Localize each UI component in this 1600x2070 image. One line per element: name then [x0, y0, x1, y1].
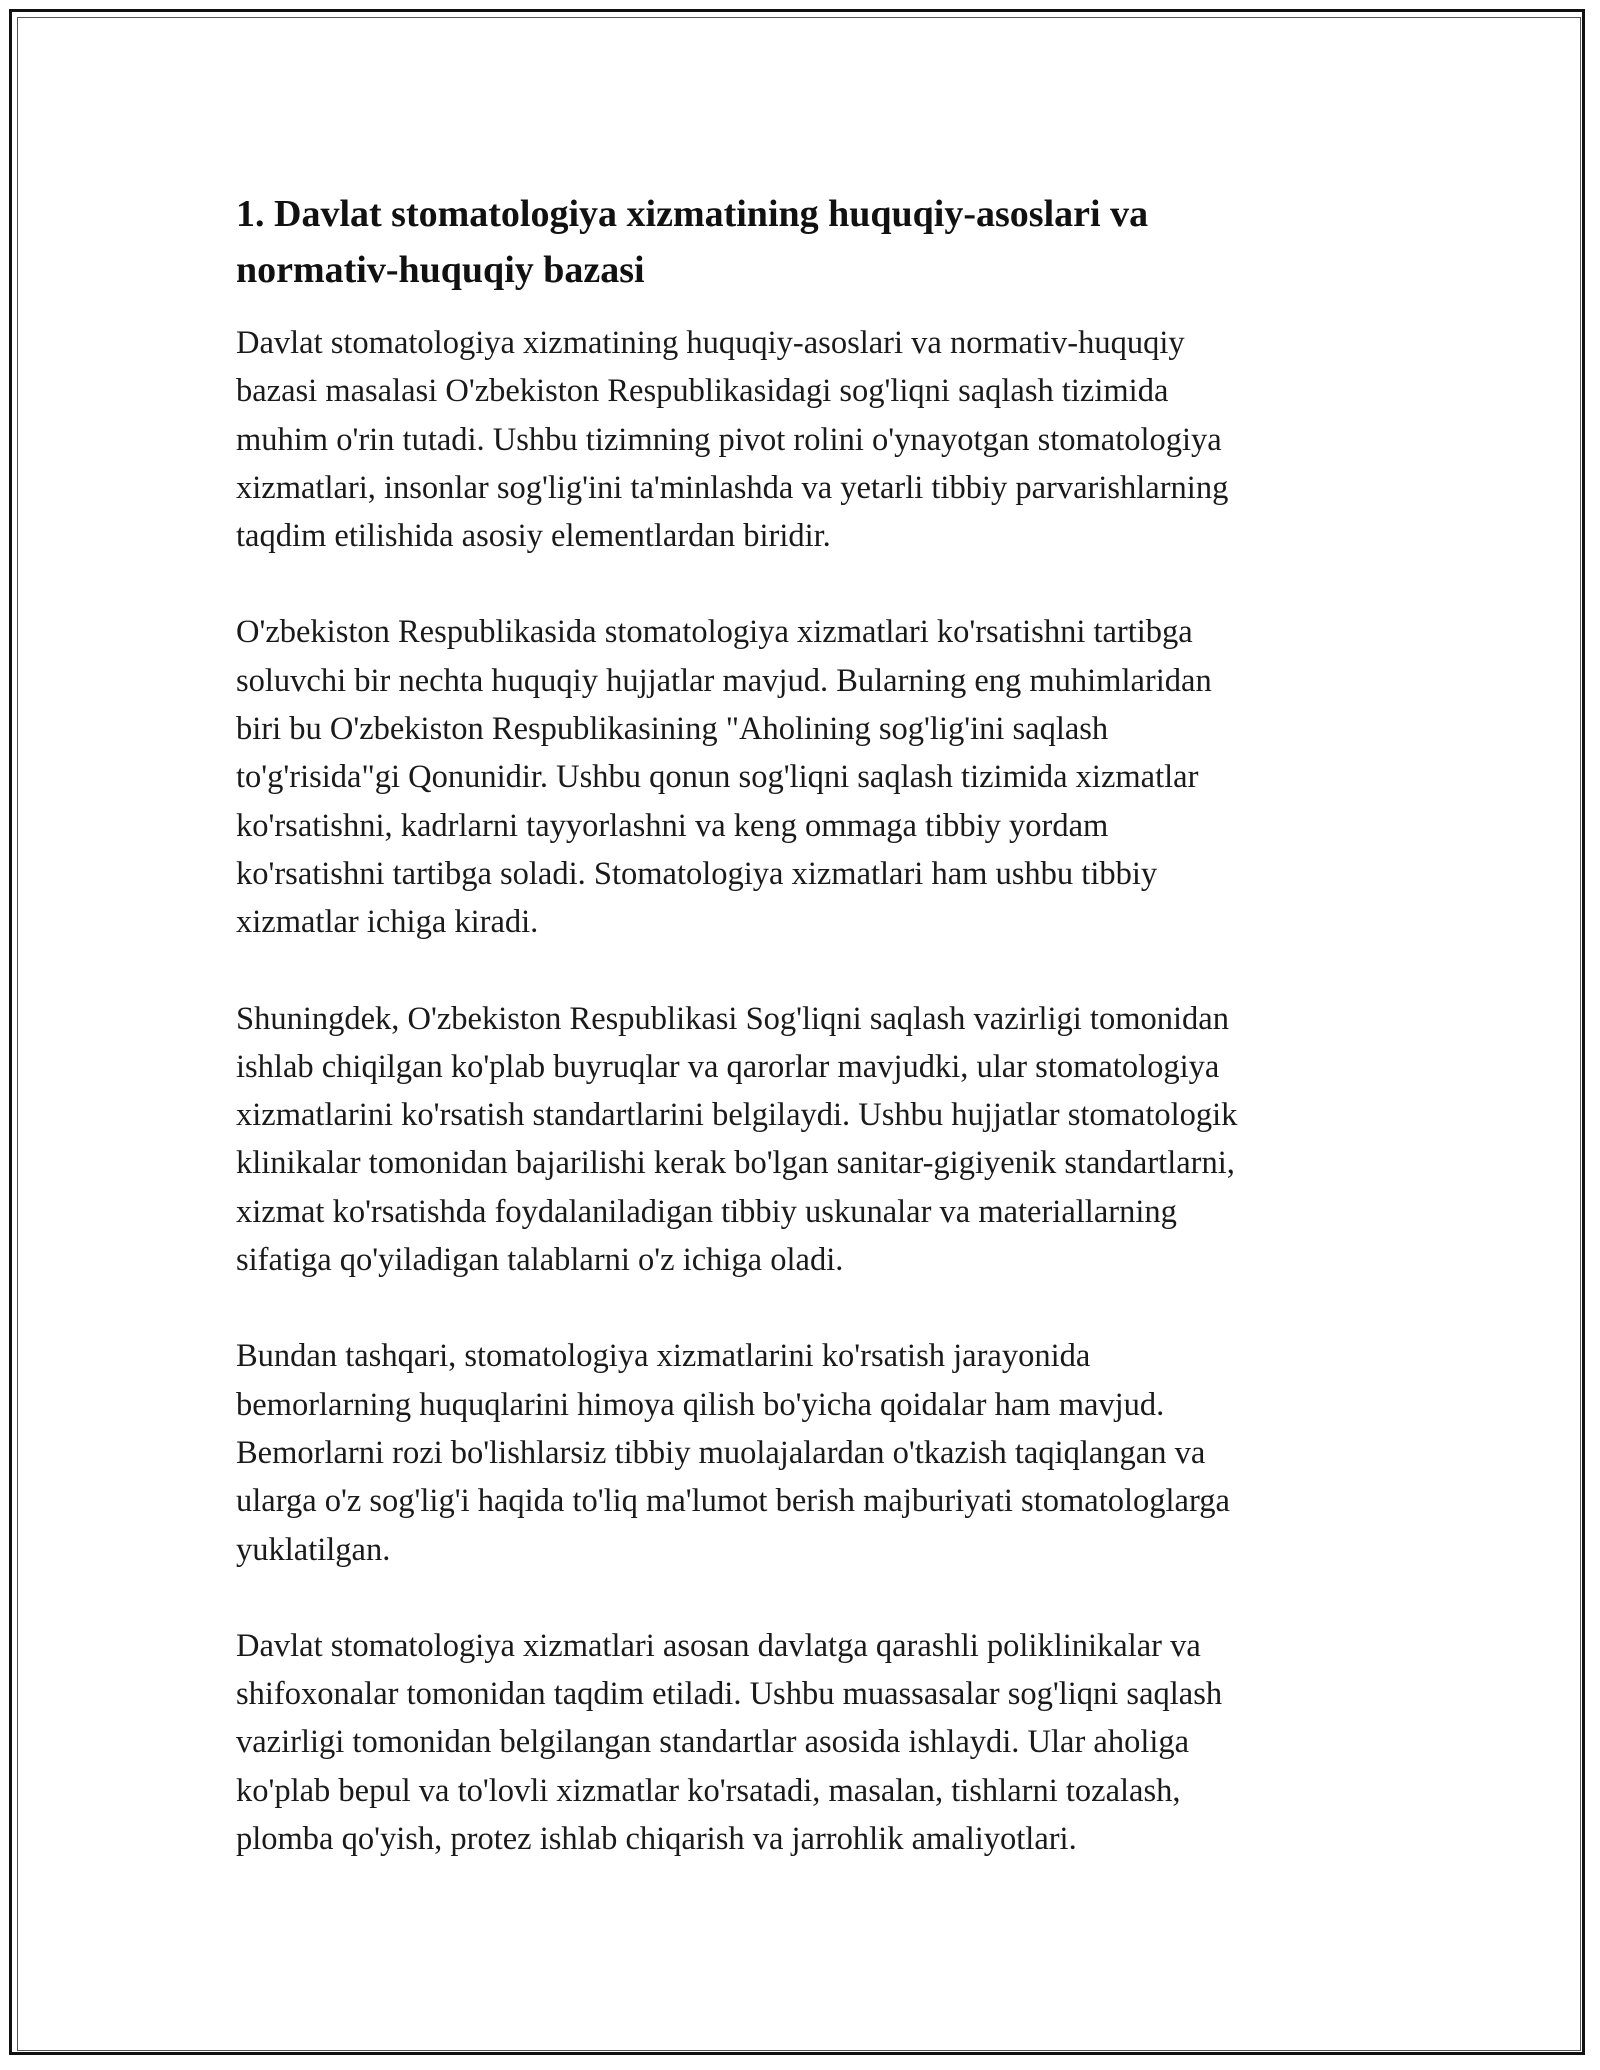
document-body	[236, 186, 1376, 1863]
section-title: 1. Davlat stomatologiya xizmatining huquqiy-asoslari va normativ-huquqiy bazasi	[236, 193, 1149, 291]
paragraph-2: O'zbekiston Respublikasida stomatologiya xizmatlari ko'rsatishni tartibga soluvchi bir nechta huquqiy hujjatlar mavjud. Bularning eng muhimlaridan biri bu O'zbekiston Respublikasining "Aholining sog'lig'ini saqlash to'g'risida"gi Qonunidir. Ushbu qonun sog'liqni saqlash tizimida xizmatlar ko'rsatishni, kadrlarni tayyorlashni va keng ommaga tibbiy yordam ko'rsatishni tartibga soladi. Stomatologiya xizmatlari ham ushbu tibbiy xizmatlar ichiga kiradi.	[236, 614, 1212, 941]
paragraph-4: Bundan tashqari, stomatologiya xizmatlarini ko'rsatish jarayonida bemorlarning huquqlarini himoya qilish bo'yicha qoidalar ham mavjud. Bemorlarni rozi bo'lishlarsiz tibbiy muolajalardan o'tkazish taqiqlangan va ularga o'z sog'lig'i haqida to'liq ma'lumot berish majburiyati stomatologlarga yuklatilgan.	[236, 1338, 1230, 1568]
paragraph-1: Davlat stomatologiya xizmatining huquqiy-asoslari va normativ-huquqiy bazasi masalasi O'zbekiston Respublikasidagi sog'liqni saqlash tizimida muhim o'rin tutadi. Ushbu tizimning pivot rolini o'ynayotgan stomatologiya xizmatlari, insonlar sog'lig'ini ta'minlashda va yetarli tibbiy parvarishlarning taqdim etilishida asosiy elementlardan biridir.	[236, 325, 1229, 555]
paragraph-3: Shuningdek, O'zbekiston Respublikasi Sog'liqni saqlash vazirligi tomonidan ishlab chiqilgan ko'plab buyruqlar va qarorlar mavjudki, ular stomatologiya xizmatlarini ko'rsatish standartlarini belgilaydi. Ushbu hujjatlar stomatologik klinikalar tomonidan bajarilishi kerak bo'lgan sanitar-gigiyenik standartlarni, xizmat ko'rsatishda foydalaniladigan tibbiy uskunalar va materiallarning sifatiga qo'yiladigan talablarni o'z ichiga oladi.	[236, 1000, 1238, 1279]
paragraph-5: Davlat stomatologiya xizmatlari asosan davlatga qarashli poliklinikalar va shifoxonalar tomonidan taqdim etiladi. Ushbu muassasalar sog'liqni saqlash vazirligi tomonidan belgilangan standartlar asosida ishlaydi. Ular aholiga ko'plab bepul va to'lovli xizmatlar ko'rsatadi, masalan, tishlarni tozalash, plomba qo'yish, protez ishlab chiqarish va jarrohlik amaliyotlari.	[236, 1627, 1223, 1858]
